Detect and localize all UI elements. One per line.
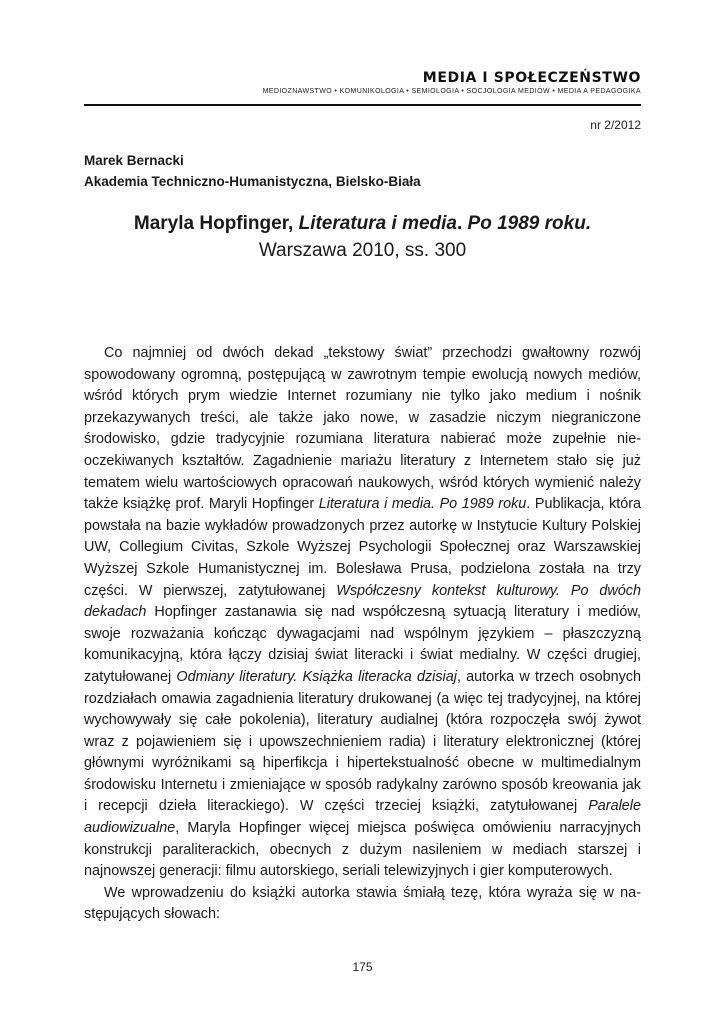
page-number: 175 [352, 960, 373, 974]
part-2-title: Odmiany literatury. Książka literacka dzisiaj [176, 668, 457, 685]
journal-title: MEDIA I SPOŁECZEŃSTWO [422, 70, 641, 86]
author-affiliation: Akademia Techniczno-Humanistyczna, Bielsko-Biała [84, 174, 421, 189]
part-1-title: Współczesny kontekst kulturowy. Po dwóch dekadach [84, 582, 641, 621]
paragraph-1-text-5: , Maryla Hopfinger więcej miejsca poświęca omówieniu narracyjnych konstrukcji paraliterackich, obecnych z dużym nasileniem w mediach starszej i najnowszej generacji: filmu autorskiego, seriali telewizyjnych i gier komputerowych. [84, 820, 641, 880]
review-title [84, 210, 641, 237]
review-publication: Warszawa 2010, ss. 300 [258, 240, 467, 261]
paragraph-1 [84, 343, 641, 883]
review-heading [84, 210, 641, 264]
paragraph-2: We wprowadzeniu do książki autorka stawia śmiałą tezę, która wyraża się w następujących słowach: [84, 884, 641, 923]
issue-number: nr 2/2012 [590, 118, 641, 132]
review-title-year: Po 1989 roku. [467, 213, 592, 234]
paragraph-1-text-4: , autorka w trzech osobnych rozdziałach omawia zagadnienia literatury drukowanej (a więc tej tradycyjnej, na której wychowywały się całe pokolenia), literatury audialnej (która rozpoczęła swój żywot wraz z pojawieniem się i upowszechnieniem radia) i literatury elektronicznej (której głównymi wyróżnikami są hiperfikcja i hipertekstualność obecne w multimedialnym środowisku Internetu i zmieniające w sposób radykalny zarówno sposób kreowania jak i recepcji dzieła literackiego). W części trzeciej książki, zatytułowanej [84, 668, 641, 815]
part-3-title: Paralele audiowizualne [84, 798, 641, 837]
paragraph-1-text-3: Hopfinger zastanawia się nad współczesną sytuacją literatury i mediów, swoje rozważania kończąc dywagacjami nad wspólnym językiem – płaszczyzną komunikacyjną, która łączy dzisiaj świat literacki i świat medialny. W części drugiej, zatytułowanej [84, 604, 641, 685]
paragraph-1-text-2: . Publikacja, która powstała na bazie wykładów prowadzonych przez autorkę w Instytucie Kultury Polskiej UW, Collegium Civitas, Szkole Wyższej Psychologii Społecznej oraz Warszawskiej Wyższej Szkole Humanistycznej im. Bolesława Prusa, podzielona została na trzy części. W pierwszej, zatytułowanej [84, 496, 641, 599]
author-block [84, 150, 421, 192]
article-body [84, 343, 641, 926]
author-name: Marek Bernacki [84, 153, 184, 168]
masthead-divider [84, 104, 641, 106]
review-title-author: Maryla Hopfinger, [133, 213, 299, 234]
review-title-separator: . [456, 213, 468, 234]
paragraph-1-text-1: Co najmniej od dwóch dekad „tekstowy świat” przechodzi gwałtowny rozwój spowodowany ogromną, postępującą w zawrotnym tempie ewolucją nowych mediów, wśród których prym wiedzie Internet rozumiany nie tylko jako medium i nośnik przekazywanych treści, ale także jako nowe, w zasadzie niczym niegraniczone środowisko, gdzie tradycyjnie rozumiana literatura nabierać może zupełnie nieoczekiwanych kształtów. Zagadnienie mariażu literatury z Internetem stało się już tematem wielu wartościowych opracowań naukowych, wśród których wymienić należy także książkę prof. Maryli Hopfinger [84, 345, 641, 513]
review-title-work: Literatura i media [298, 213, 457, 234]
journal-masthead [84, 70, 641, 95]
book-title: Literatura i media. Po 1989 roku [318, 496, 527, 513]
journal-subtitle: MEDIOZNAWSTWO • KOMUNIKOLOGIA • SEMIOLOGIA • SOCJOLOGIA MEDIÓW • MEDIA A PEDAGOGIKA [262, 88, 641, 95]
